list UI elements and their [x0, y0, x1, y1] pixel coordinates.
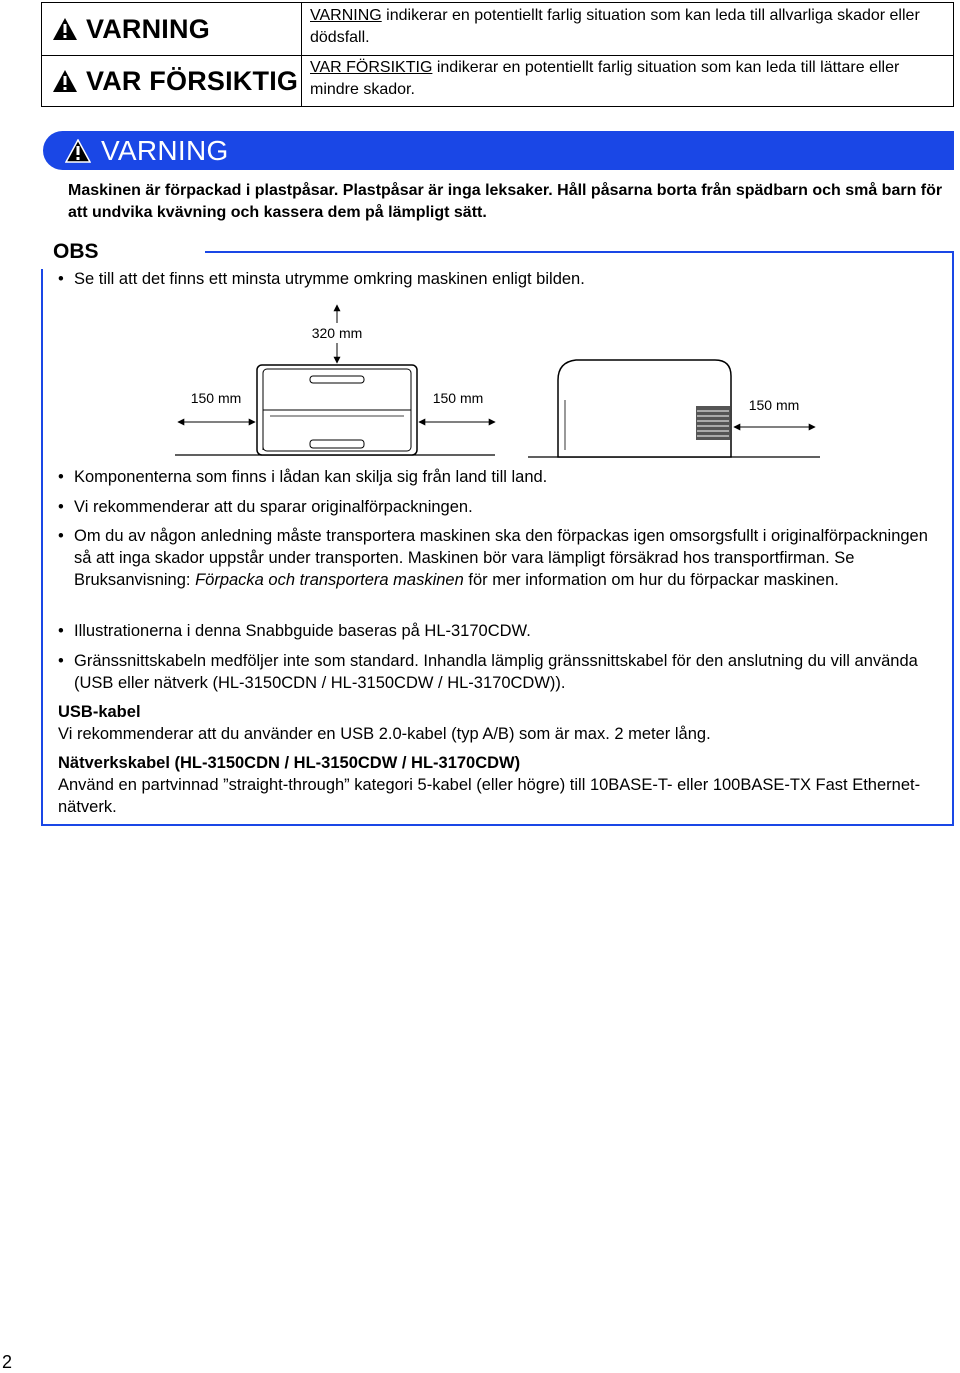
list-item: • Komponenterna som finns i lådan kan skilja sig från land till land.: [58, 468, 548, 486]
network-cable-text: Använd en partvinnad ”straight-through” kategori 5-kabel (eller högre) till 10BASE-T- eller 100BASE-TX Fast Ethernet-nätverk.: [58, 776, 921, 816]
left-clearance-label: 150 mm: [190, 390, 242, 406]
usb-cable-text: Vi rekommenderar att du använder en USB 2.0-kabel (typ A/B) som är max. 2 meter lång.: [58, 725, 711, 743]
page-number: 2: [2, 1352, 13, 1372]
legend-description: [310, 5, 945, 49]
warning-triangle-icon: [52, 69, 78, 93]
manual-section-reference: Förpacka och transportera maskinen: [195, 571, 464, 589]
warning-triangle-icon: [52, 17, 78, 41]
list-item-text: Komponenterna som finns i lådan kan skilja sig från land till land.: [74, 468, 548, 486]
back-clearance-label: 150 mm: [748, 397, 800, 413]
transport-text: Om du av någon anledning måste transportera maskinen ska den förpackas igen omsorgsfullt i originalförpackningen så att inga skador uppstår under transporten. Maskinen bör vara lämpligt försäkrad hos transportfirman. Se Bruksanvisning:: [74, 527, 928, 589]
legend-description: [310, 57, 945, 101]
hazard-legend-table: [41, 2, 954, 107]
clearance-diagram: [160, 300, 840, 465]
list-item: • Om du av någon anledning måste transportera maskinen ska den förpackas igen omsorgsfullt i originalförpackningen så att inga skador uppstår under transporten. Maskinen bör vara lämpligt försäkrad hos transportfirman. Se Bruksanvisning: Förpacka och transportera maskinen för mer information om hur du förpackar maskinen.: [58, 527, 928, 589]
legend-label-cell: [42, 55, 302, 107]
list-item-text: Illustrationerna i denna Snabbguide baseras på HL-3170CDW.: [74, 622, 531, 640]
list-item-text: Se till att det finns ett minsta utrymme omkring maskinen enligt bilden.: [74, 270, 585, 288]
warning-triangle-icon: [65, 139, 91, 163]
printer-side-view: [558, 360, 731, 457]
warning-title: VARNING: [101, 134, 229, 166]
network-cable-heading: Nätverkskabel (HL-3150CDN / HL-3150CDW / HL-3170CDW): [58, 754, 521, 772]
list-item: • Illustrationerna i denna Snabbguide baseras på HL-3170CDW.: [58, 622, 531, 640]
list-item-text: Vi rekommenderar att du sparar originalförpackningen.: [74, 498, 473, 516]
legend-text: indikerar en potentiellt farlig situation som kan leda till lättare eller mindre skador.: [310, 59, 900, 98]
legend-label-cell: [42, 3, 302, 55]
legend-text: indikerar en potentiellt farlig situation som kan leda till allvarliga skador eller dödsfall.: [310, 7, 920, 46]
obs-title: OBS: [53, 240, 99, 263]
warning-text: Maskinen är förpackad i plastpåsar. Plastpåsar är inga leksaker. Håll påsarna borta från spädbarn och små barn för att undvika kvävning och kassera dem på lämpligt sätt.: [68, 182, 943, 221]
legend-label: VARNING: [86, 13, 210, 44]
top-clearance-label: 320 mm: [311, 325, 363, 341]
right-clearance-label: 150 mm: [432, 390, 484, 406]
legend-row-caution: [42, 55, 953, 107]
list-item: • Gränssnittskabeln medföljer inte som standard. Inhandla lämplig gränssnittskabel för den anslutning du vill använda (USB eller nätverk (HL-3150CDN / HL-3150CDW / HL-3170CDW)).: [58, 652, 918, 692]
list-item: • Vi rekommenderar att du sparar originalförpackningen.: [58, 498, 473, 516]
transport-text-end: för mer information om hur du förpackar maskinen.: [463, 571, 839, 589]
legend-keyword: VAR FÖRSIKTIG: [310, 59, 433, 76]
usb-cable-heading: USB-kabel: [58, 703, 141, 721]
legend-row-warning: [42, 3, 953, 56]
list-item: • Se till att det finns ett minsta utrymme omkring maskinen enligt bilden.: [58, 270, 585, 288]
legend-label: VAR FÖRSIKTIG: [86, 65, 299, 96]
legend-keyword: VARNING: [310, 7, 382, 24]
warning-banner: [43, 131, 954, 170]
printer-front-view: [257, 365, 417, 455]
list-item-text: Gränssnittskabeln medföljer inte som standard. Inhandla lämplig gränssnittskabel för den anslutning du vill använda (USB eller nätverk (HL-3150CDN / HL-3150CDW / HL-3170CDW)).: [74, 652, 918, 692]
